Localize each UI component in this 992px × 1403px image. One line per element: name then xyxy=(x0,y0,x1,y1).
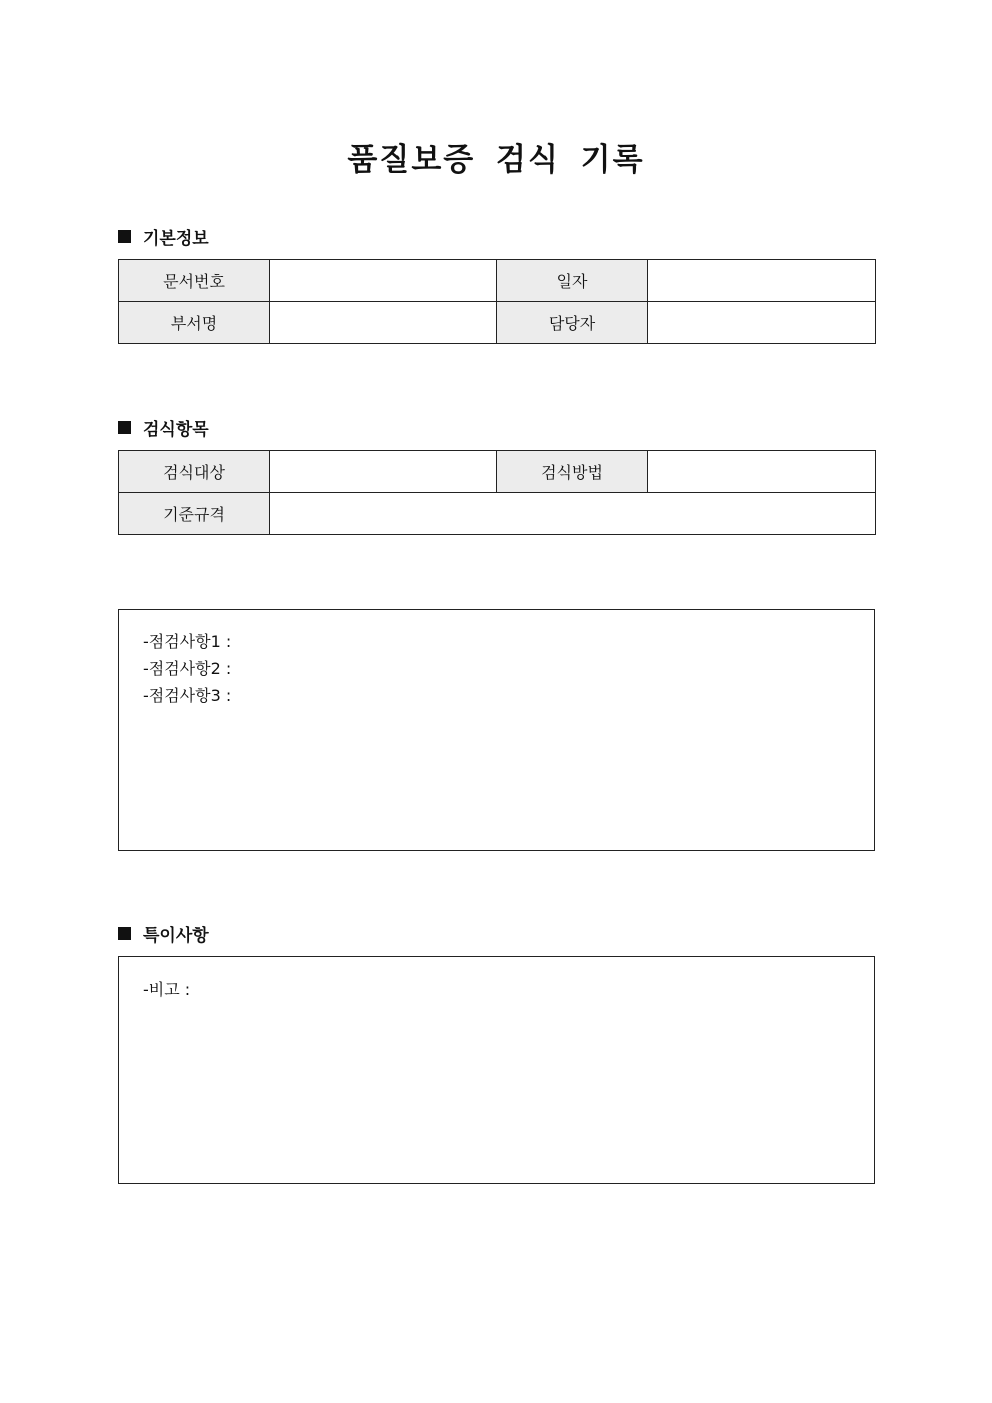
doc-no-field[interactable] xyxy=(270,260,497,302)
square-bullet-icon xyxy=(118,421,131,434)
method-label: 검식방법 xyxy=(497,451,648,493)
method-field[interactable] xyxy=(648,451,876,493)
manager-label: 담당자 xyxy=(497,302,648,344)
table-row xyxy=(119,451,876,493)
table-row xyxy=(119,493,876,535)
section-notes-heading xyxy=(118,921,209,946)
standard-label: 기준규격 xyxy=(119,493,270,535)
inspection-table xyxy=(118,450,876,535)
section-inspection-label: 검식항목 xyxy=(143,420,209,440)
notes-box[interactable] xyxy=(118,956,875,1184)
target-label: 검식대상 xyxy=(119,451,270,493)
checklist-box[interactable] xyxy=(118,609,875,851)
checklist-item-3: -점검사항3 : xyxy=(143,686,232,705)
remark-line: -비고 : xyxy=(143,980,191,999)
section-notes-label: 특이사항 xyxy=(143,926,209,946)
document-title: 품질보증 검식 기록 xyxy=(347,142,645,178)
date-field[interactable] xyxy=(648,260,876,302)
manager-field[interactable] xyxy=(648,302,876,344)
date-label: 일자 xyxy=(497,260,648,302)
square-bullet-icon xyxy=(118,230,131,243)
dept-label: 부서명 xyxy=(119,302,270,344)
standard-field[interactable] xyxy=(270,493,876,535)
target-field[interactable] xyxy=(270,451,497,493)
section-basic-label: 기본정보 xyxy=(143,229,209,249)
table-row xyxy=(119,302,876,344)
checklist-item-2: -점검사항2 : xyxy=(143,659,232,678)
table-row xyxy=(119,260,876,302)
checklist-item-1: -점검사항1 : xyxy=(143,632,232,651)
section-basic-heading xyxy=(118,224,209,249)
dept-field[interactable] xyxy=(270,302,497,344)
doc-no-label: 문서번호 xyxy=(119,260,270,302)
section-inspection-heading xyxy=(118,415,209,440)
basic-info-table xyxy=(118,259,876,344)
square-bullet-icon xyxy=(118,927,131,940)
